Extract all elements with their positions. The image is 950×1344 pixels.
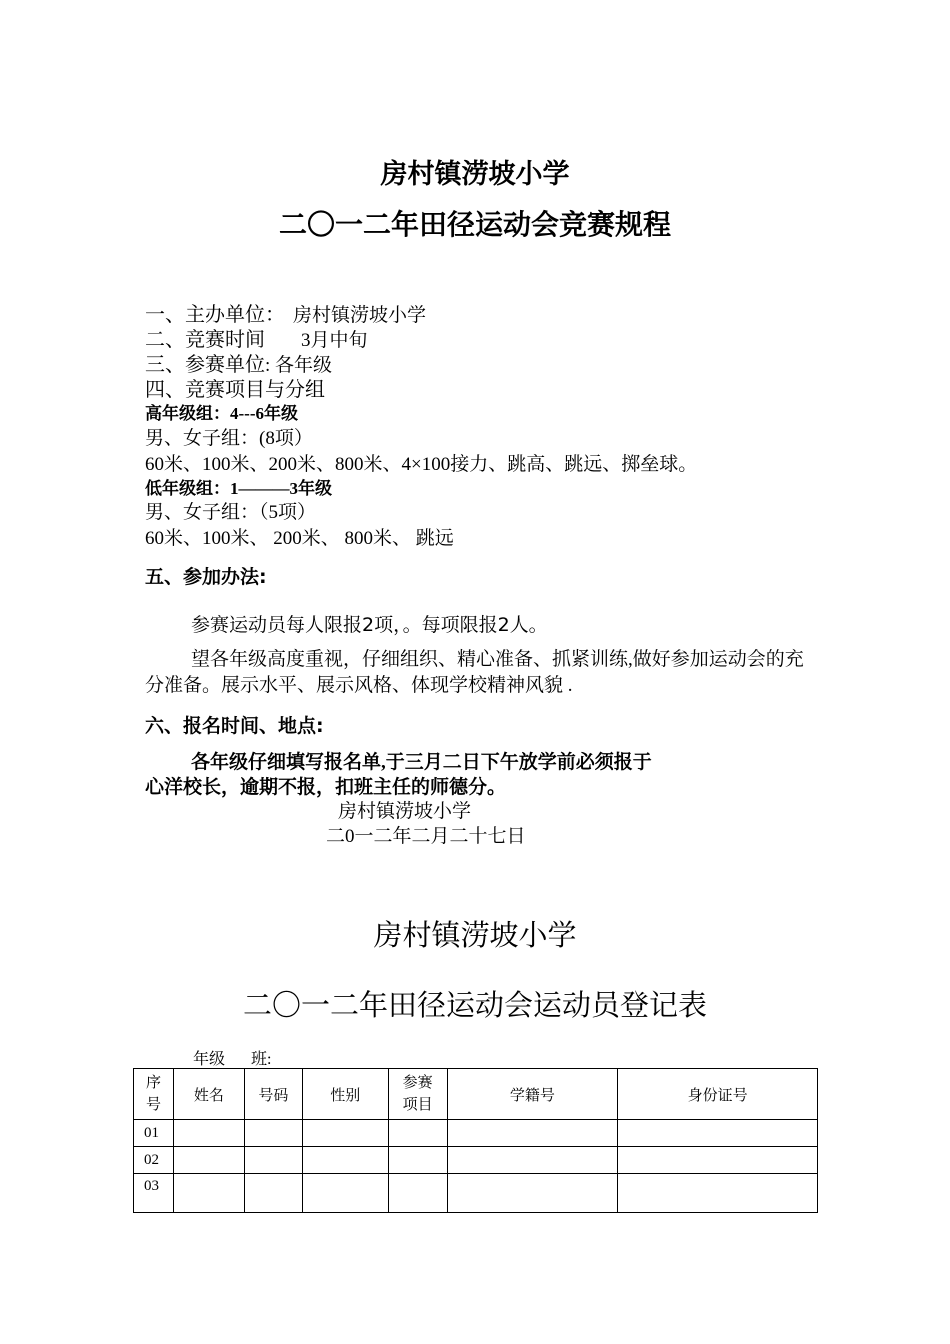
cell-number[interactable]	[244, 1147, 302, 1174]
class-label: 班:	[251, 1051, 272, 1068]
cell-events[interactable]	[388, 1120, 447, 1147]
row-seq: 01	[134, 1120, 174, 1147]
cell-name[interactable]	[173, 1147, 244, 1174]
form-subtitle: 二〇一二年田径运动会运动员登记表	[242, 990, 707, 1022]
high-group-events: 60米、100米、200米、800米、4×100接力、跳高、跳远、掷垒球。	[145, 454, 698, 475]
high-group-gender: 男、女子组：(8项）	[145, 428, 313, 449]
registration-table	[133, 1068, 818, 1213]
section-participants-label: 三、参赛单位	[145, 352, 265, 376]
section-registration-heading: 六、报名时间、地点:	[145, 715, 324, 737]
cell-gender[interactable]	[302, 1147, 388, 1174]
cell-name[interactable]	[173, 1120, 244, 1147]
cell-gender[interactable]	[302, 1174, 388, 1213]
cell-number[interactable]	[244, 1174, 302, 1213]
section-registration-line2: 心洋校长，逾期不报，扣班主任的师德分。	[145, 777, 507, 798]
cell-student-id[interactable]	[447, 1174, 618, 1213]
section-method-paragraph: 望各年级高度重视，仔细组织、精心准备、抓紧训练,做好参加运动会的充分准备。展示水平、展示风格、体现学校精神风貌 .	[145, 649, 804, 696]
col-header-number: 号码	[244, 1069, 302, 1120]
cell-id-card[interactable]	[618, 1147, 818, 1174]
cell-name[interactable]	[173, 1174, 244, 1213]
section-participants-value: : 各年级	[265, 355, 333, 376]
col-header-name: 姓名	[173, 1069, 244, 1120]
cell-student-id[interactable]	[447, 1147, 618, 1174]
section-events-heading: 四、竞赛项目与分组	[145, 377, 325, 401]
form-title: 房村镇涝坡小学	[373, 920, 577, 952]
section-method-heading: 五、参加办法:	[145, 566, 267, 588]
col-header-seq: 序 号	[134, 1069, 174, 1120]
low-group-events: 60米、100米、 200米、 800米、 跳远	[145, 528, 454, 549]
table-row	[134, 1147, 818, 1174]
cell-id-card[interactable]	[618, 1120, 818, 1147]
section-time-value: 3月中旬	[301, 330, 368, 351]
low-group-label: 低年级组：1———3年级	[145, 479, 332, 498]
grade-label: 年级	[193, 1051, 226, 1068]
low-group-gender: 男、女子组：（5项）	[145, 502, 317, 523]
grade-class-line	[193, 1046, 271, 1069]
high-group-label: 高年级组：4---6年级	[145, 404, 298, 423]
section-time-label: 二、竞赛时间	[145, 327, 265, 351]
cell-student-id[interactable]	[447, 1120, 618, 1147]
doc-subtitle: 二〇一二年田径运动会竞赛规程	[278, 208, 671, 241]
col-header-gender: 性别	[302, 1069, 388, 1120]
table-row	[134, 1120, 818, 1147]
section-registration-line1: 各年级仔细填写报名单,于三月二日下午放学前必须报于	[191, 752, 652, 773]
section-organizer-value: 房村镇涝坡小学	[293, 305, 427, 326]
signature-organization: 房村镇涝坡小学	[338, 801, 472, 822]
section-method-rule: 参赛运动员每人限报2项，。每项限报2人。	[191, 614, 548, 636]
row-seq: 03	[134, 1174, 174, 1213]
row-seq: 02	[134, 1147, 174, 1174]
doc-title: 房村镇涝坡小学	[380, 159, 570, 190]
col-header-student-id: 学籍号	[447, 1069, 618, 1120]
col-header-id-card: 身份证号	[618, 1069, 818, 1120]
cell-gender[interactable]	[302, 1120, 388, 1147]
cell-events[interactable]	[388, 1147, 447, 1174]
signature-date: 二0一二年二月二十七日	[326, 826, 526, 847]
table-row	[134, 1174, 818, 1213]
cell-number[interactable]	[244, 1120, 302, 1147]
section-organizer-label: 一、主办单位：	[145, 302, 285, 326]
table-header-row	[134, 1069, 818, 1120]
cell-events[interactable]	[388, 1174, 447, 1213]
col-header-events: 参赛 项目	[388, 1069, 447, 1120]
cell-id-card[interactable]	[618, 1174, 818, 1213]
